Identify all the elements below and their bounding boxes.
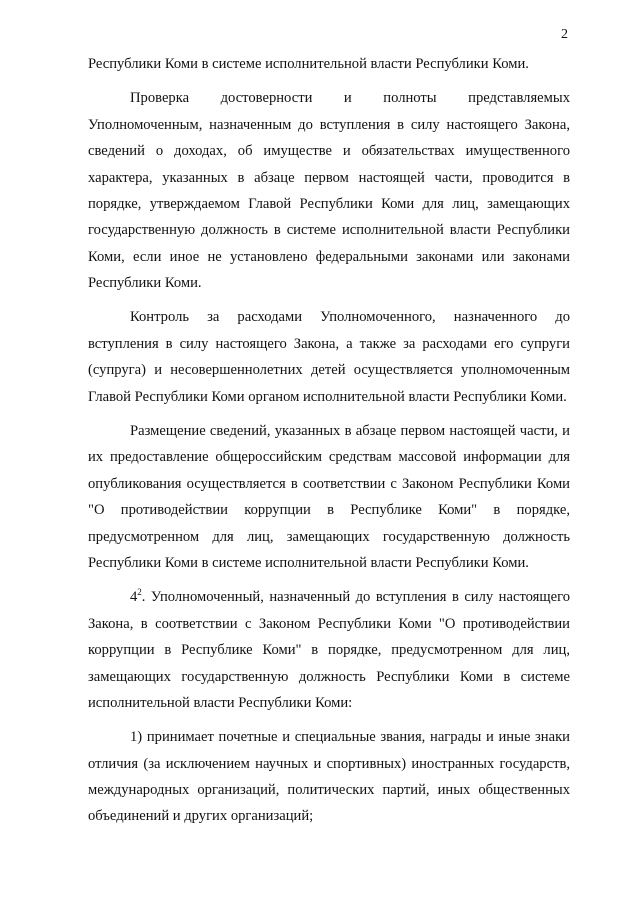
list-item-1: 1) принимает почетные и специальные звания, награды и иные знаки отличия (за исключением научных и спортивных) иностранных государств, международных организаций, политических партий, иных общественных объединений и других организаций;: [88, 729, 570, 825]
paragraph-expense-control: Контроль за расходами Уполномоченного, назначенного до вступления в силу настоящего Закона, а также за расходами его супруги (супруга) и несовершеннолетних детей осуществляется уполномоченным Главой Республики Коми органом исполнительной власти Республики Коми.: [88, 309, 570, 405]
section-text: . Уполномоченный, назначенный до вступления в силу настоящего Закона, в соответствии с Законом Республики Коми "О противодействии коррупции в Республике Коми" в порядке, предусмотренном для лиц, замещающих государственную должность Республики Коми в системе исполнительной власти Республики Коми:: [88, 589, 570, 711]
paragraph-continuation: Республики Коми в системе исполнительной власти Республики Коми.: [88, 56, 529, 72]
document-body: [88, 51, 570, 838]
section-number: 4: [130, 589, 138, 606]
page-number: 2: [561, 27, 568, 42]
paragraph-verification: Проверка достоверности и полноты представляемых Уполномоченным, назначенным до вступления в силу настоящего Закона, сведений о доходах, об имуществе и обязательствах имущественного характера, указанных в абзаце первом настоящей части, проводится в порядке, утверждаемом Главой Республики Коми для лиц, замещающих государственную должность в системе исполнительной власти Республики Коми, если иное не установлено федеральными законами или законами Республики Коми.: [88, 90, 570, 292]
section-superscript: 2: [137, 587, 142, 598]
paragraph-section-4-2: [88, 584, 570, 716]
paragraph-publication: Размещение сведений, указанных в абзаце первом настоящей части, и их предоставление общероссийским средствам массовой информации для опубликования осуществляется в соответствии с Законом Республики Коми "О противодействии коррупции в Республике Коми" в порядке, предусмотренном для лиц, замещающих государственную должность Республики Коми в системе исполнительной власти Республики Коми.: [88, 422, 570, 571]
